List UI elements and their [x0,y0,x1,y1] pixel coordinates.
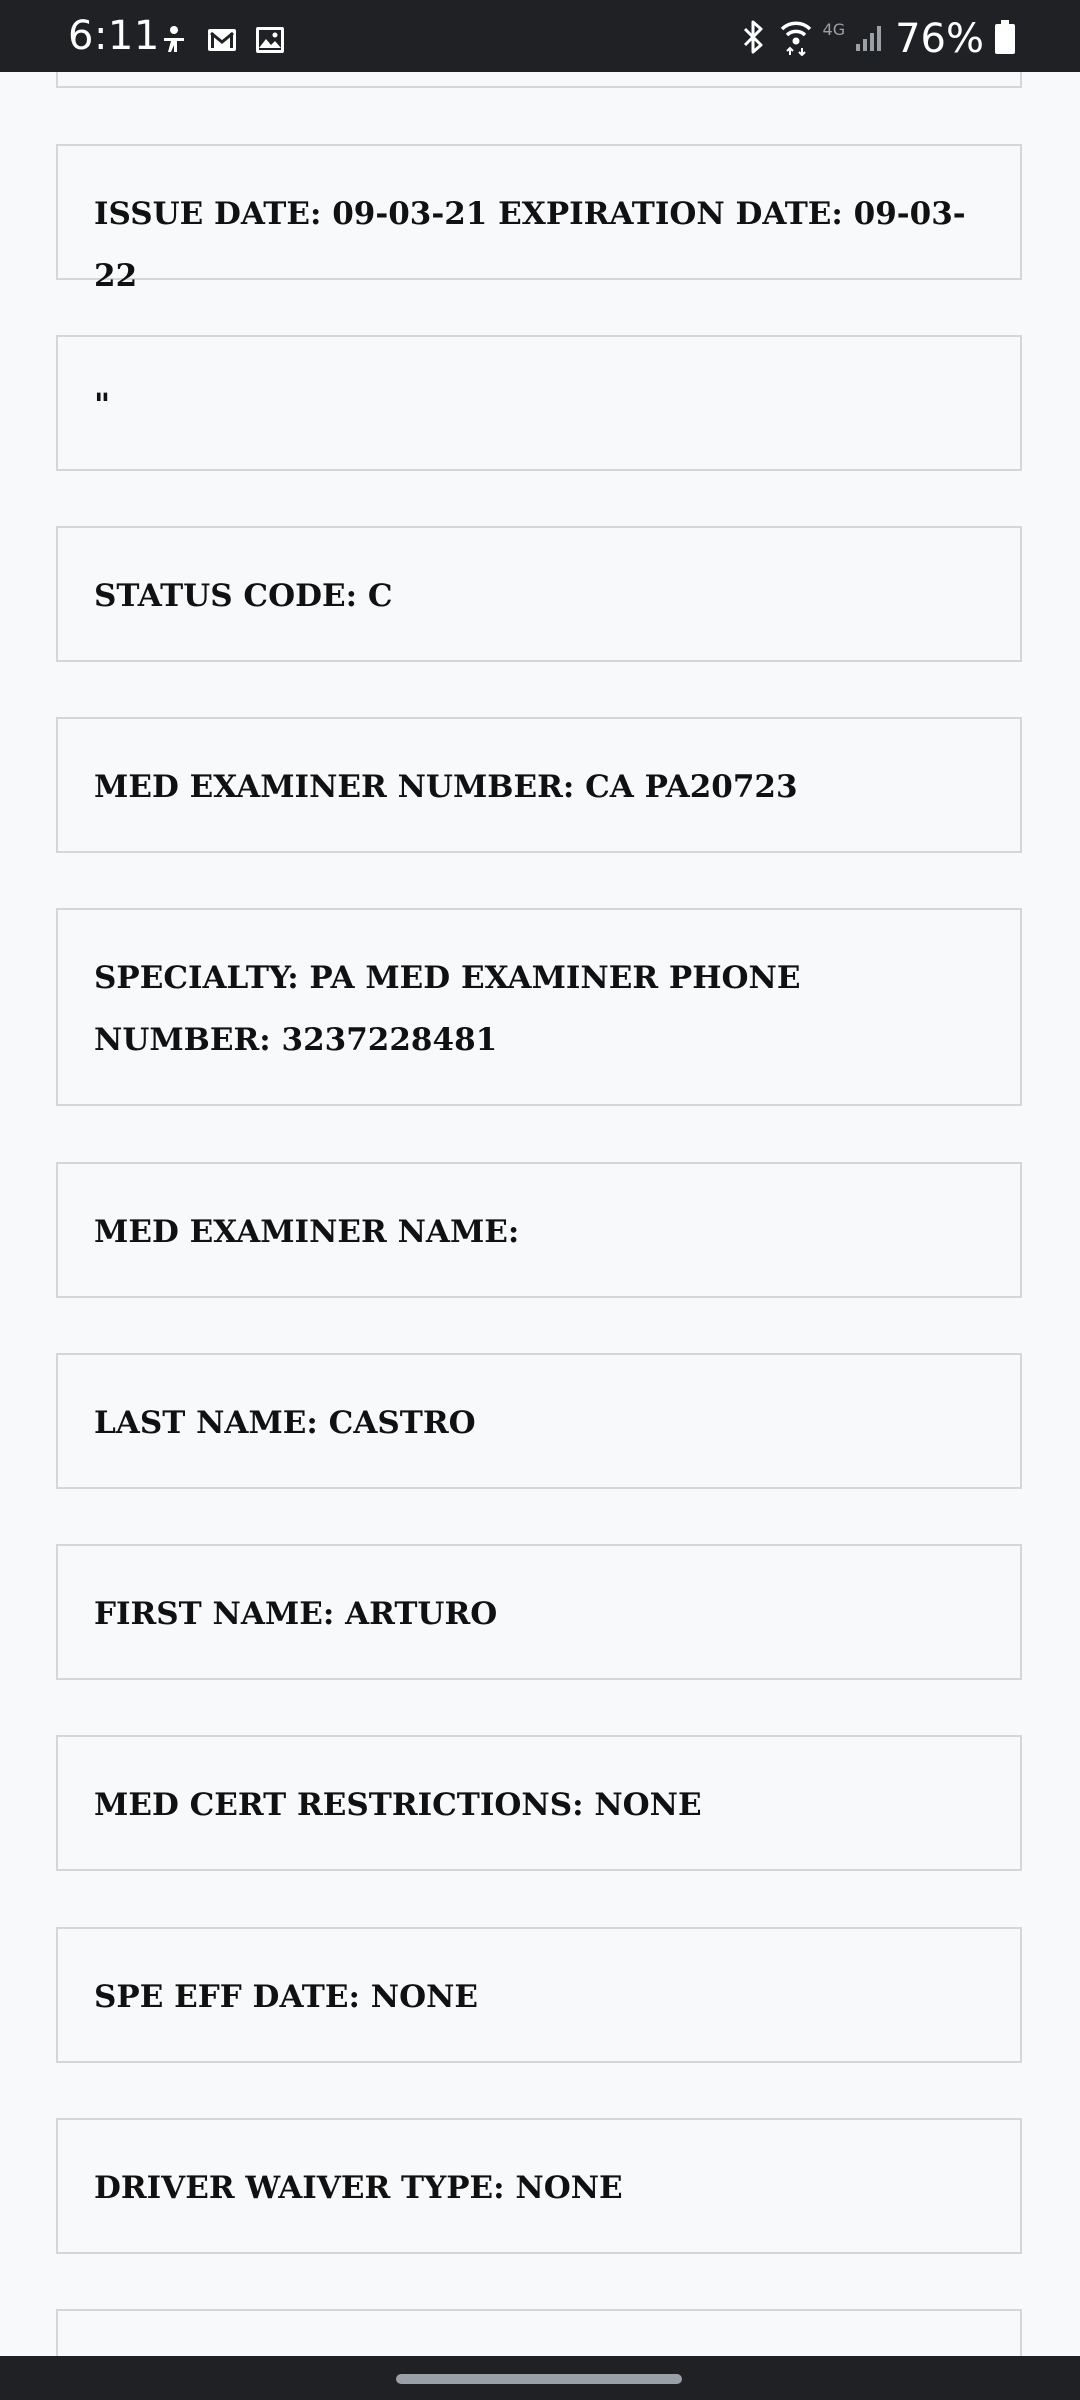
battery-icon [994,19,1016,59]
info-card-text: FIRST NAME: ARTURO [94,1596,498,1632]
info-card-text: " [94,387,111,423]
network-type: 4G [822,20,846,39]
status-bar [0,0,1080,72]
info-card-text: MED EXAMINER NUMBER: CA PA20723 [94,769,798,805]
wifi-icon [779,18,813,60]
home-indicator[interactable] [396,2374,682,2384]
status-right-icons [739,18,1016,60]
info-card [56,526,1022,662]
info-card [56,1927,1022,2063]
status-left-icons [158,24,286,60]
battery-percent: 76% [895,16,984,62]
info-card-text: MED CERT RESTRICTIONS: NONE [94,1787,702,1823]
info-card [56,1162,1022,1298]
info-card [56,908,1022,1106]
info-card [56,1353,1022,1489]
info-card-text: SPECIALTY: PA MED EXAMINER PHONE NUMBER: 3237228481 [94,960,801,1058]
info-card-text: DRIVER WAIVER TYPE: NONE [94,2170,623,2206]
info-card [56,144,1022,294]
info-card-text: LAST NAME: CASTRO [94,1405,476,1441]
gmail-icon [206,24,238,60]
accessibility-icon [158,24,190,60]
status-time: 6:11 [68,13,160,59]
navigation-bar [0,2356,1080,2400]
image-icon [254,24,286,60]
info-card-text: ISSUE DATE: 09-03-21 EXPIRATION DATE: 09-03-22 [94,196,966,294]
info-card [56,1735,1022,1871]
info-card-text: SPE EFF DATE: NONE [94,1979,479,2015]
info-card [56,335,1022,471]
bluetooth-icon [739,19,769,59]
info-card [56,717,1022,853]
info-card-text: MED EXAMINER NAME: [94,1214,520,1250]
info-card-text: STATUS CODE: C [94,578,393,614]
info-card [56,1544,1022,1680]
signal-icon [855,22,885,56]
info-card [56,2118,1022,2254]
